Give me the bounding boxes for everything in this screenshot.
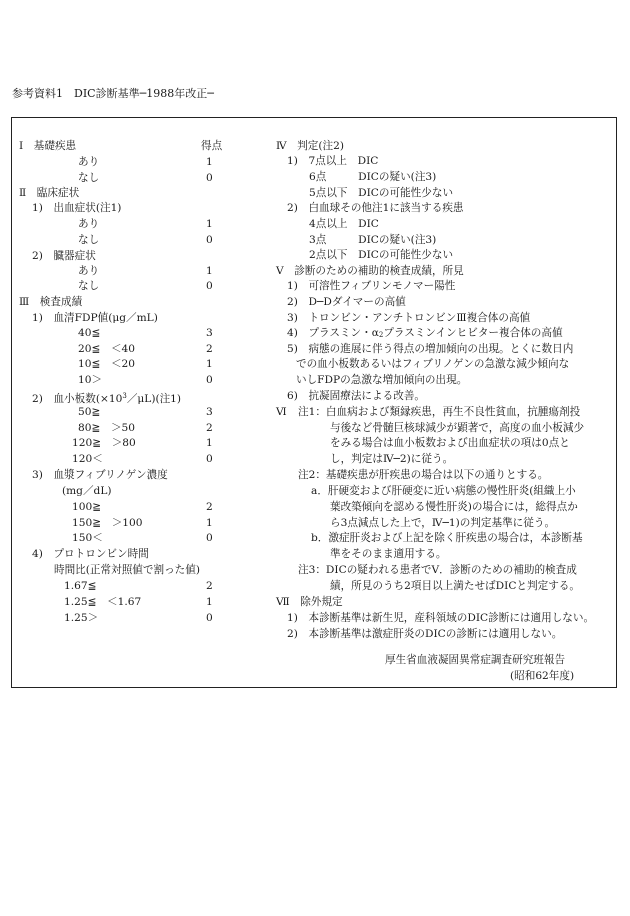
- fibrinogen-unit: (mg／dL): [62, 485, 112, 497]
- pt-label: 4) プロトロンビン時間: [32, 548, 149, 560]
- pt-row-label: 1.67≦: [64, 580, 97, 592]
- judgement-row: 2点以下 DICの可能性少ない: [309, 249, 454, 261]
- pt-row-label: 1.25≦ ＜1.67: [64, 596, 142, 608]
- aux-item: 1) 可溶性フィブリンモノマー陽性: [287, 280, 456, 292]
- s1-row-score: 0: [206, 172, 213, 184]
- aux-item-5-line: での血小板数あるいはフィブリノゲンの急激な減少傾向な: [296, 358, 570, 370]
- pt-sublabel: 時間比(正常対照値で割った値): [54, 564, 200, 576]
- note-2b-line: b．激症肝炎および上記を除く肝疾患の場合は，本診断基: [311, 532, 583, 544]
- fib-row-label: 150≧ ＞100: [72, 517, 143, 529]
- note-2b-line: 準をそのまま適用する。: [330, 548, 447, 560]
- s1-row-label: なし: [78, 172, 100, 184]
- plt-row-score: 1: [206, 437, 213, 449]
- note-1-line: 与後など骨髄巨核球減少が顕著で，高度の血小板減少: [330, 422, 585, 434]
- fib-row-score: 0: [206, 532, 213, 544]
- bleeding-label: 1) 出血症状(注1): [32, 202, 122, 214]
- organ-label: 2) 臓器症状: [32, 250, 96, 262]
- aux-item: 4) プラスミン・$\alpha_2$プラスミンインヒビター複合体の高値: [287, 327, 563, 339]
- note-2a-line: 葉改築傾向を認める慢性肝炎)の場合には，総得点か: [330, 501, 578, 513]
- aux-item: 6) 抗凝固療法による改善。: [287, 390, 425, 402]
- fdp-row-score: 0: [206, 374, 213, 386]
- note-2: 注2：基礎疾患が肝疾患の場合は以下の通りとする。: [298, 469, 549, 481]
- fdp-row-label: 20≦ ＜40: [78, 343, 136, 355]
- plt-row-label: 80≧ ＞50: [78, 422, 136, 434]
- s2-row-score: 1: [206, 265, 213, 277]
- judgement-row: 6点 DICの疑い(注3): [309, 171, 437, 183]
- aux-item: 3) トロンビン・アンチトロンビンⅢ複合体の高値: [287, 312, 531, 324]
- note-3-line: 績，所見のうち2項目以上満たせばDICと判定する。: [330, 580, 580, 592]
- section-4-heading: Ⅳ 判定(注2): [276, 140, 344, 152]
- note-1-line: 注1：白血病および類縁疾患，再生不良性貧血，抗腫瘍剤投: [298, 406, 581, 418]
- section-6-heading: Ⅵ: [276, 406, 287, 418]
- fdp-row-label: 10≦ ＜20: [78, 358, 136, 370]
- fdp-row-score: 1: [206, 358, 213, 370]
- s2-row-label: あり: [78, 218, 100, 230]
- plt-row-label: 50≧: [78, 406, 101, 418]
- fdp-row-score: 2: [206, 343, 213, 355]
- fibrinogen-label: 3) 血漿フィブリノゲン濃度: [32, 469, 168, 481]
- plt-row-label: 120＜: [72, 453, 103, 465]
- section-3-heading: Ⅲ 検査成績: [19, 296, 83, 308]
- pt-row-score: 0: [206, 612, 213, 624]
- aux-item-5-line: いしFDPの急激な増加傾向の出現。: [296, 374, 468, 386]
- note-2a-line: ら3点減点した上で，Ⅳ─1)の判定基準に従う。: [330, 517, 556, 529]
- score-header: 得点: [201, 140, 223, 152]
- source-credit: 厚生省血液凝固異常症調査研究班報告: [385, 654, 566, 666]
- pt-row-score: 1: [206, 596, 213, 608]
- note-1-line: をみる場合は血小板数および出血症状の項は0点と: [330, 437, 570, 449]
- right-column: [0, 133, 630, 693]
- fib-row-score: 2: [206, 501, 213, 513]
- section-1-heading: Ⅰ 基礎疾患: [19, 140, 77, 152]
- platelet-label: 2) 血小板数$(\times 10^3/\mu L)$(注1): [32, 392, 182, 405]
- judgement-1-label: 1) 7点以上 DIC: [287, 155, 379, 167]
- fdp-label: 1) 血清FDP値(μg／mL): [32, 312, 158, 324]
- fdp-row-label: 10＞: [78, 374, 103, 386]
- judgement-row: 3点 DICの疑い(注3): [309, 234, 437, 246]
- document-title: 参考資料1 DIC診断基準─1988年改正─: [12, 87, 214, 100]
- exclusion-item: 2) 本診断基準は激症肝炎のDICの診断には適用しない。: [287, 628, 563, 640]
- judgement-row: 5点以下 DICの可能性少ない: [309, 187, 454, 199]
- pt-row-label: 1.25＞: [64, 612, 99, 624]
- s2-row-label: なし: [78, 280, 100, 292]
- aux-item: 2) D─Dダイマーの高値: [287, 296, 406, 308]
- s2-row-label: あり: [78, 265, 100, 277]
- note-2a-line: a．肝硬変および肝硬変に近い病態の慢性肝炎(組織上小: [311, 485, 576, 497]
- exclusion-item: 1) 本診断基準は新生児，産科領域のDIC診断には適用しない。: [287, 612, 595, 624]
- fib-row-label: 150＜: [72, 532, 103, 544]
- s1-row-label: あり: [78, 156, 100, 168]
- s1-row-score: 1: [206, 156, 213, 168]
- judgement-2-label: 2) 白血球その他注1に該当する疾患: [287, 202, 464, 214]
- section-2-heading: Ⅱ 臨床症状: [19, 187, 80, 199]
- plt-row-label: 120≧ ＞80: [72, 437, 136, 449]
- s2-row-score: 0: [206, 280, 213, 292]
- source-year: (昭和62年度): [510, 670, 575, 682]
- judgement-row: 4点以上 DIC: [309, 218, 379, 230]
- s2-row-score: 0: [206, 234, 213, 246]
- aux-item-5-line: 5) 病態の進展に伴う得点の増加傾向の出現。とくに数日内: [287, 343, 574, 355]
- plt-row-score: 2: [206, 422, 213, 434]
- note-1-line: し，判定はⅣ─2)に従う。: [330, 453, 454, 465]
- plt-row-score: 0: [206, 453, 213, 465]
- s2-row-label: なし: [78, 234, 100, 246]
- fdp-row-score: 3: [206, 327, 213, 339]
- section-7-heading: Ⅶ 除外規定: [276, 596, 343, 608]
- plt-row-score: 3: [206, 406, 213, 418]
- pt-row-score: 2: [206, 580, 213, 592]
- section-5-heading: Ⅴ 診断のための補助的検査成績，所見: [276, 265, 464, 277]
- fib-row-label: 100≧: [72, 501, 102, 513]
- fib-row-score: 1: [206, 517, 213, 529]
- note-3-line: 注3：DICの疑われる患者でⅤ．診断のための補助的検査成: [298, 564, 577, 576]
- fdp-row-label: 40≦: [78, 327, 101, 339]
- s2-row-score: 1: [206, 218, 213, 230]
